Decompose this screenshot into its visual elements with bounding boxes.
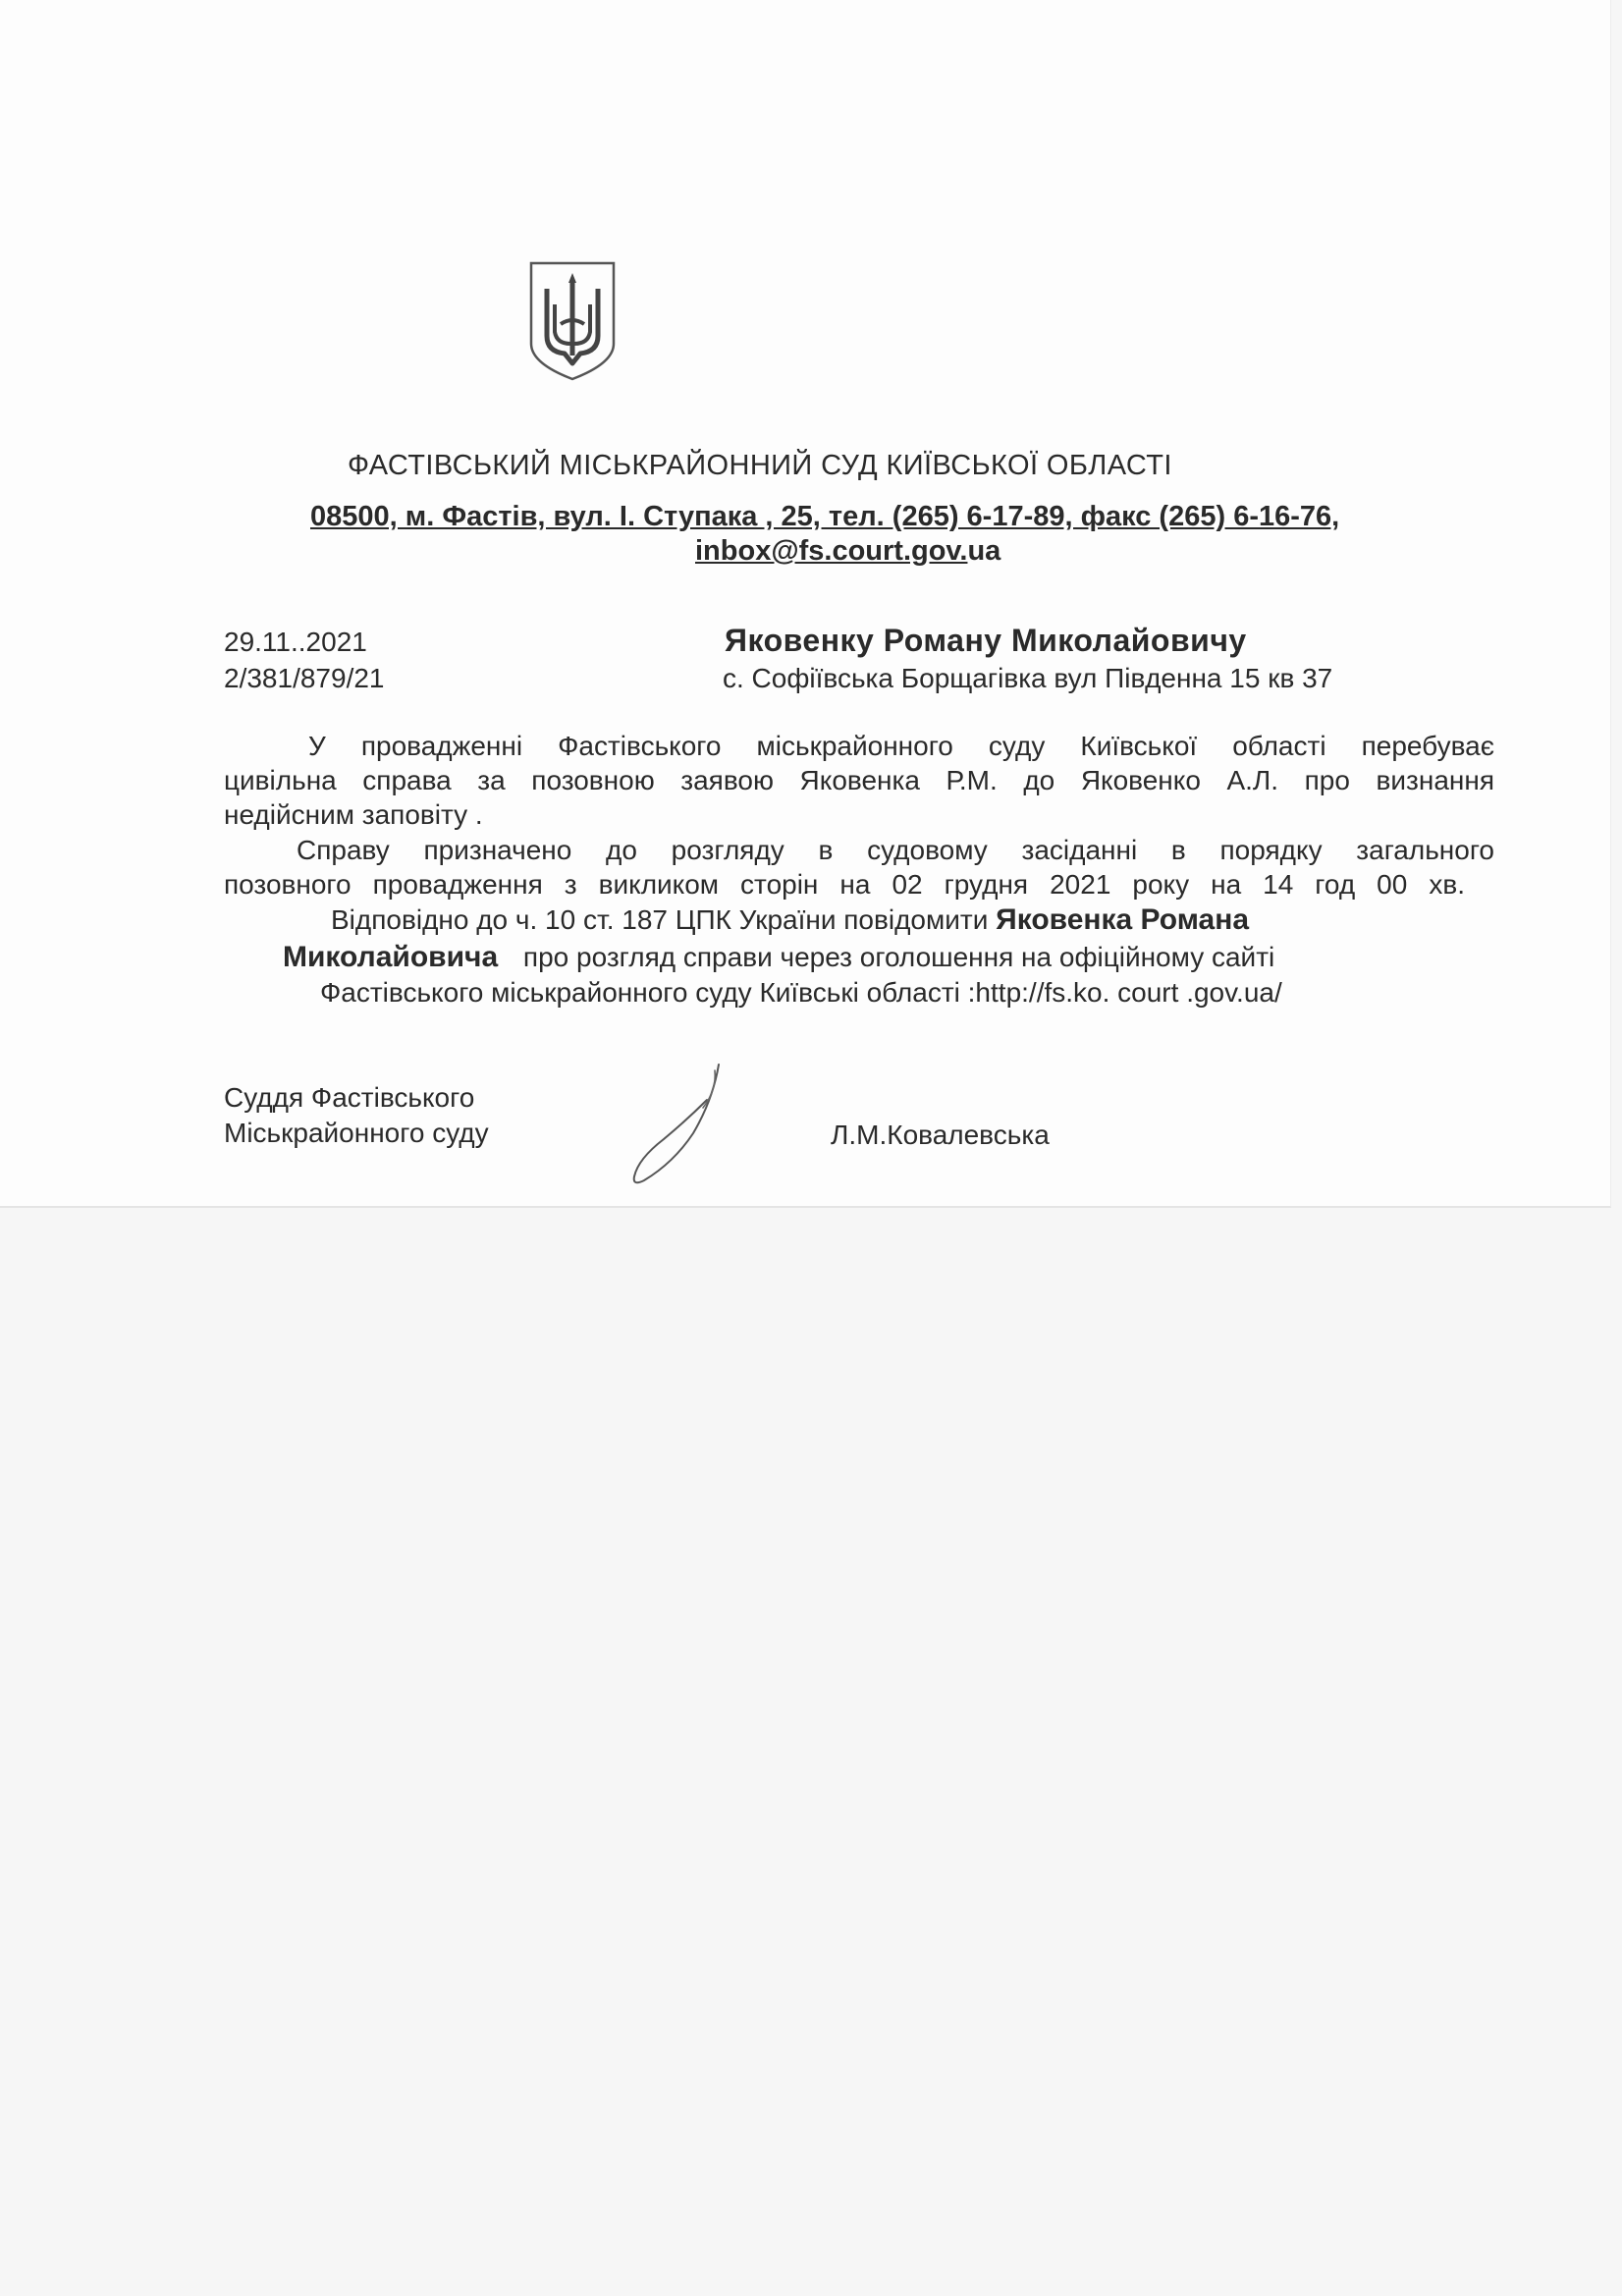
- court-name: ФАСТІВСЬКИЙ МІСЬКРАЙОННИЙ СУД КИЇВСЬКОЇ ОБЛАСТІ: [348, 450, 1172, 481]
- recipient-name: Яковенку Роману Миколайовичу: [725, 623, 1247, 658]
- case-number: 2/381/879/21: [224, 663, 385, 693]
- body-paragraph-1-line-2: цивільна справа за позовною заявою Яковенка Р.М. до Яковенко А.Л. про визнання: [224, 765, 1494, 795]
- body-paragraph-2-line-2: позовного провадження з викликом сторін на 02 грудня 2021 року на 14 год 00 хв.: [224, 869, 1465, 900]
- body-paragraph-2-line-1: Справу призначено до розгляду в судовому засіданні в порядку загального: [297, 835, 1494, 865]
- court-address: 08500, м. Фастів, вул. І. Ступака , 25, тел. (265) 6-17-89, факс (265) 6-16-76,: [310, 501, 1340, 532]
- handwritten-signature: [624, 1061, 732, 1188]
- body-paragraph-3-line-1-text: Відповідно до ч. 10 ст. 187 ЦПК України повідомити: [331, 904, 989, 935]
- body-paragraph-1-line-1: У провадженні Фастівського міськрайонного суду Київської області перебуває: [308, 731, 1494, 761]
- body-paragraph-3-line-1: [331, 903, 1249, 937]
- trident-emblem-icon: [525, 259, 620, 383]
- court-email: [695, 535, 1000, 568]
- body-paragraph-3-line-3: Фастівського міськрайонного суду Київські області :http://fs.ko. court .gov.ua/: [320, 977, 1282, 1008]
- body-paragraph-3-line-2: [283, 941, 1274, 974]
- letter-date: 29.11..2021: [224, 627, 367, 657]
- judge-name: Л.М.Ковалевська: [831, 1120, 1050, 1150]
- body-paragraph-3-line-2-name: Миколайовича: [283, 941, 499, 973]
- court-email-link[interactable]: inbox@fs.court.gov.: [695, 535, 968, 567]
- court-email-suffix: ua: [967, 535, 1001, 567]
- body-paragraph-3-line-2-text: про розгляд справи через оголошення на офіційному сайті: [522, 942, 1275, 972]
- signature-title-line-2: Міськрайонного суду: [224, 1118, 489, 1148]
- body-paragraph-3-line-1-name: Яковенка Романа: [996, 903, 1250, 936]
- signature-title-line-1: Суддя Фастівського: [224, 1082, 475, 1113]
- recipient-address: с. Софіївська Борщагівка вул Південна 15 кв 37: [723, 663, 1333, 693]
- body-paragraph-1-line-3: недійсним заповіту .: [224, 799, 483, 830]
